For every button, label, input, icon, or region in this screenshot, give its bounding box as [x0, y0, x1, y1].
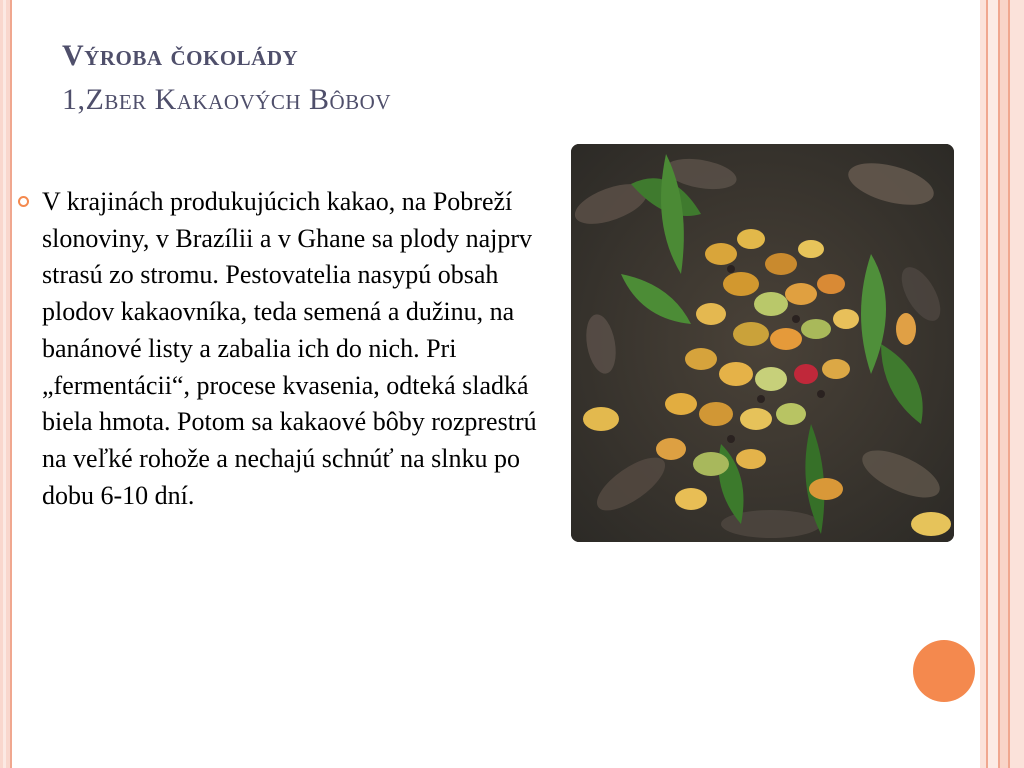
- left-border-inner-stripe: [3, 0, 6, 768]
- title-line-2: 1,Zber Kakaových Bôbov: [62, 83, 392, 116]
- right-border-decoration: [980, 0, 1024, 768]
- title-line-1: Výroba čokolády: [62, 39, 299, 72]
- bullet-circle-icon: [18, 196, 29, 207]
- cocoa-pods-photo: [571, 144, 954, 542]
- decorative-orange-circle-icon: [913, 640, 975, 702]
- slide-content: [18, 184, 538, 514]
- left-border-decoration: [0, 0, 12, 768]
- right-border-stripe: [1010, 0, 1024, 768]
- bullet-item: [18, 184, 538, 514]
- bullet-text: V krajinách produkujúcich kakao, na Pobreží slonoviny, v Brazílii a v Ghane sa plody najprv strasú zo stromu. Pestovatelia nasypú obsah plodov kakaovníka, teda semená a dužinu, na banánové listy a zabalia ich do nich. Pri „fermentácii“, procese kvasenia, odteká sladká biela hmota. Potom sa kakaové bôby rozprestrú na veľké rohože a nechajú schnúť na slnku po dobu 6-10 dní.: [42, 187, 537, 510]
- right-border-stripe: [988, 0, 998, 768]
- slide-title: [62, 34, 391, 122]
- cocoa-pods-illustration: [571, 144, 954, 542]
- right-border-stripe: [1000, 0, 1008, 768]
